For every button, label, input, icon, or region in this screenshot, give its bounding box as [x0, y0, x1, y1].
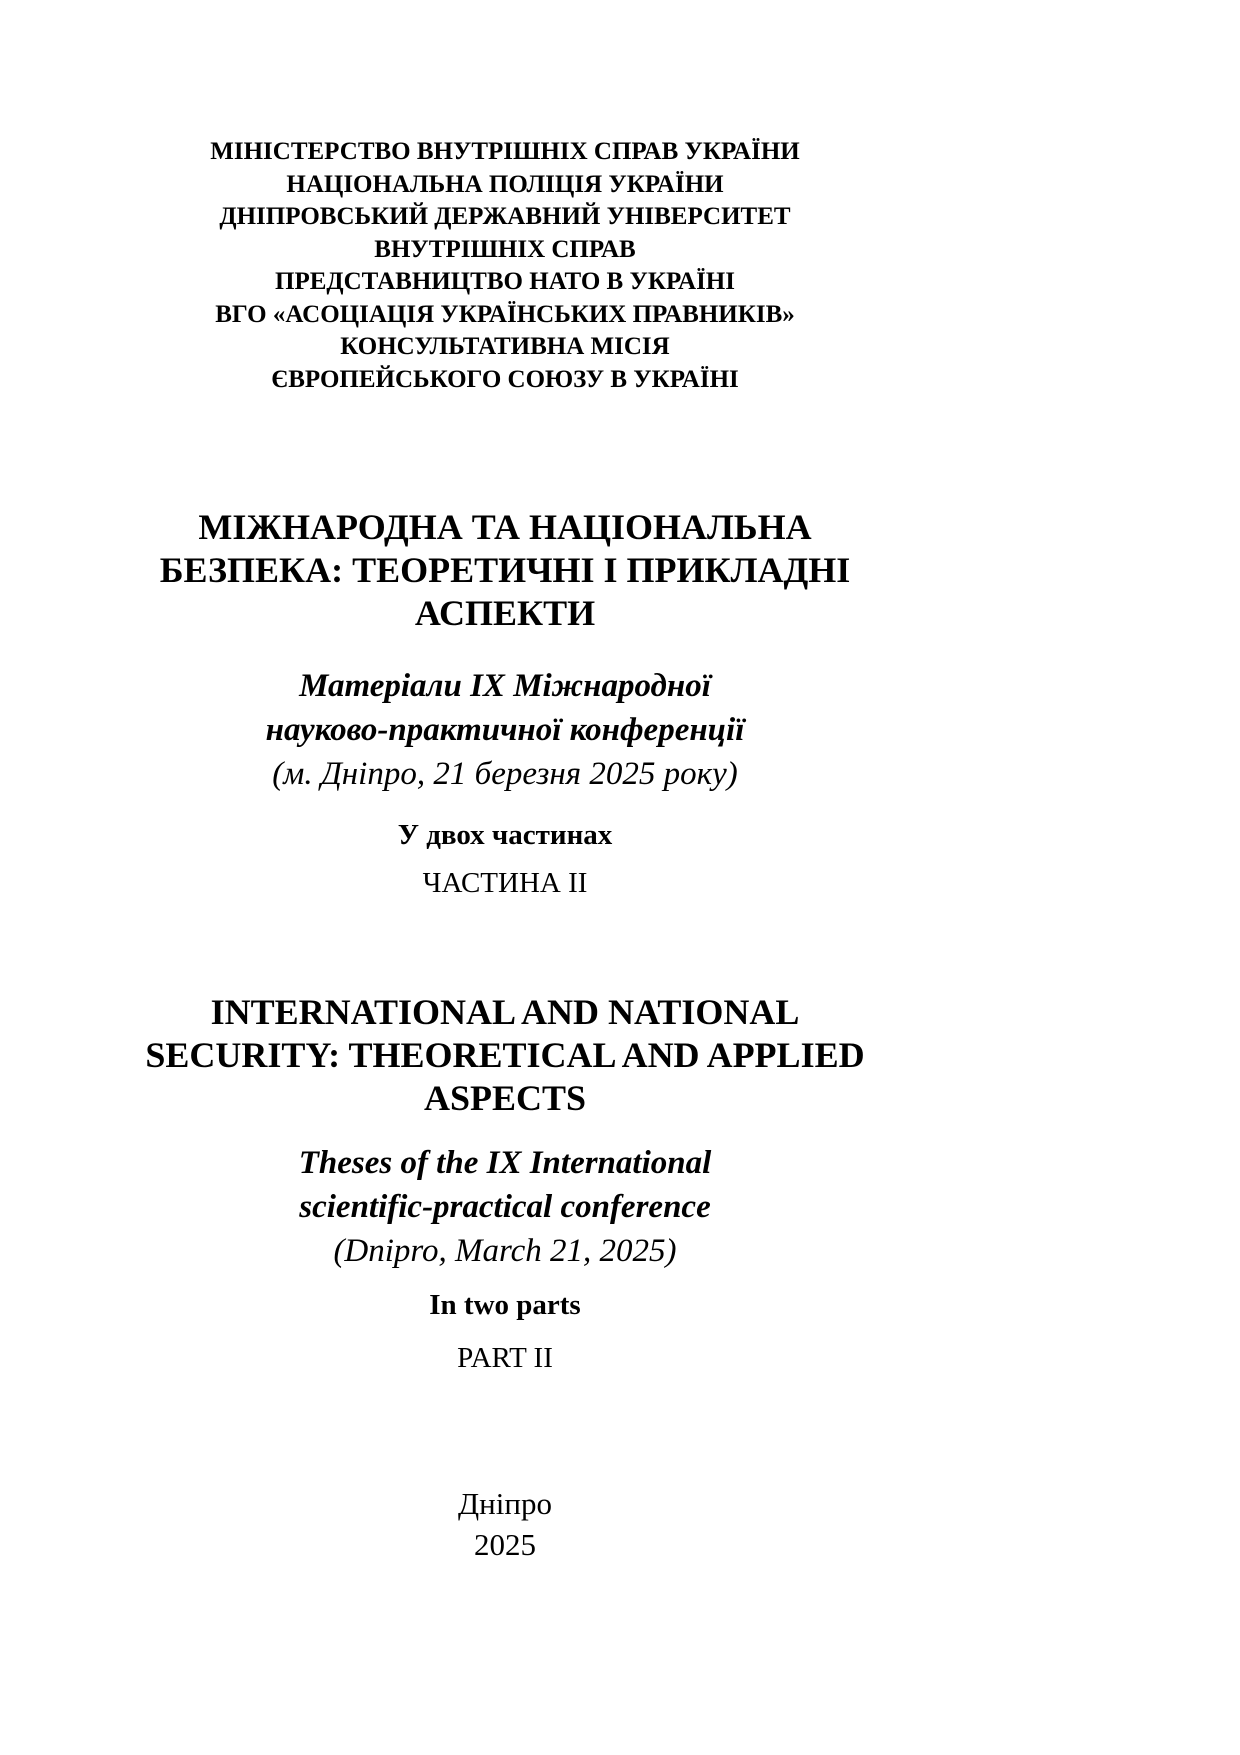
title-line: АСПЕКТИ	[414, 593, 596, 633]
parts-note-english: In two parts	[429, 1289, 581, 1321]
imprint-city: Дніпро	[458, 1486, 552, 1521]
title-ukrainian	[100, 506, 910, 635]
subtitle-ukrainian	[100, 664, 910, 796]
title-line: БЕЗПЕКА: ТЕОРЕТИЧНІ І ПРИКЛАДНІ	[159, 550, 851, 590]
organizations-block	[100, 136, 910, 396]
organization-line: ЄВРОПЕЙСЬКОГО СОЮЗУ В УКРАЇНІ	[271, 365, 739, 393]
title-line: ASPECTS	[423, 1078, 587, 1118]
subtitle-english	[100, 1141, 910, 1273]
parts-note-ukrainian: У двох частинах	[397, 819, 613, 851]
subtitle-line: Матеріали IX Міжнародної	[299, 668, 711, 704]
imprint-year: 2025	[474, 1527, 536, 1562]
title-line: МІЖНАРОДНА ТА НАЦІОНАЛЬНА	[198, 507, 812, 547]
organization-line: МІНІСТЕРСТВО ВНУТРІШНІХ СПРАВ УКРАЇНИ	[210, 138, 800, 165]
part-number-ukrainian: ЧАСТИНА II	[422, 867, 588, 899]
place-date: (Dnipro, March 21, 2025)	[333, 1233, 677, 1269]
subtitle-line: scientific-practical conference	[299, 1189, 711, 1225]
title-line: SECURITY: THEORETICAL AND APPLIED	[145, 1035, 865, 1075]
title-line: INTERNATIONAL AND NATIONAL	[210, 992, 800, 1032]
title-english	[100, 991, 910, 1120]
organization-line: ДНІПРОВСЬКИЙ ДЕРЖАВНИЙ УНІВЕРСИТЕТ	[219, 203, 791, 230]
place-date: (м. Дніпро, 21 березня 2025 року)	[272, 756, 738, 792]
imprint	[100, 1483, 910, 1565]
organization-line: ВГО «АСОЦІАЦІЯ УКРАЇНСЬКИХ ПРАВНИКІВ»	[215, 300, 795, 328]
subtitle-line: Theses of the IX International	[298, 1145, 712, 1181]
organization-line: НАЦІОНАЛЬНА ПОЛІЦІЯ УКРАЇНИ	[286, 170, 724, 198]
organization-line: ПРЕДСТАВНИЦТВО НАТО В УКРАЇНІ	[275, 268, 735, 295]
organization-line: ВНУТРІШНІХ СПРАВ	[374, 235, 636, 263]
subtitle-line: науково-практичної конференції	[265, 712, 745, 748]
part-number-english: PART II	[457, 1342, 553, 1374]
organization-line: КОНСУЛЬТАТИВНА МІСІЯ	[340, 333, 670, 360]
